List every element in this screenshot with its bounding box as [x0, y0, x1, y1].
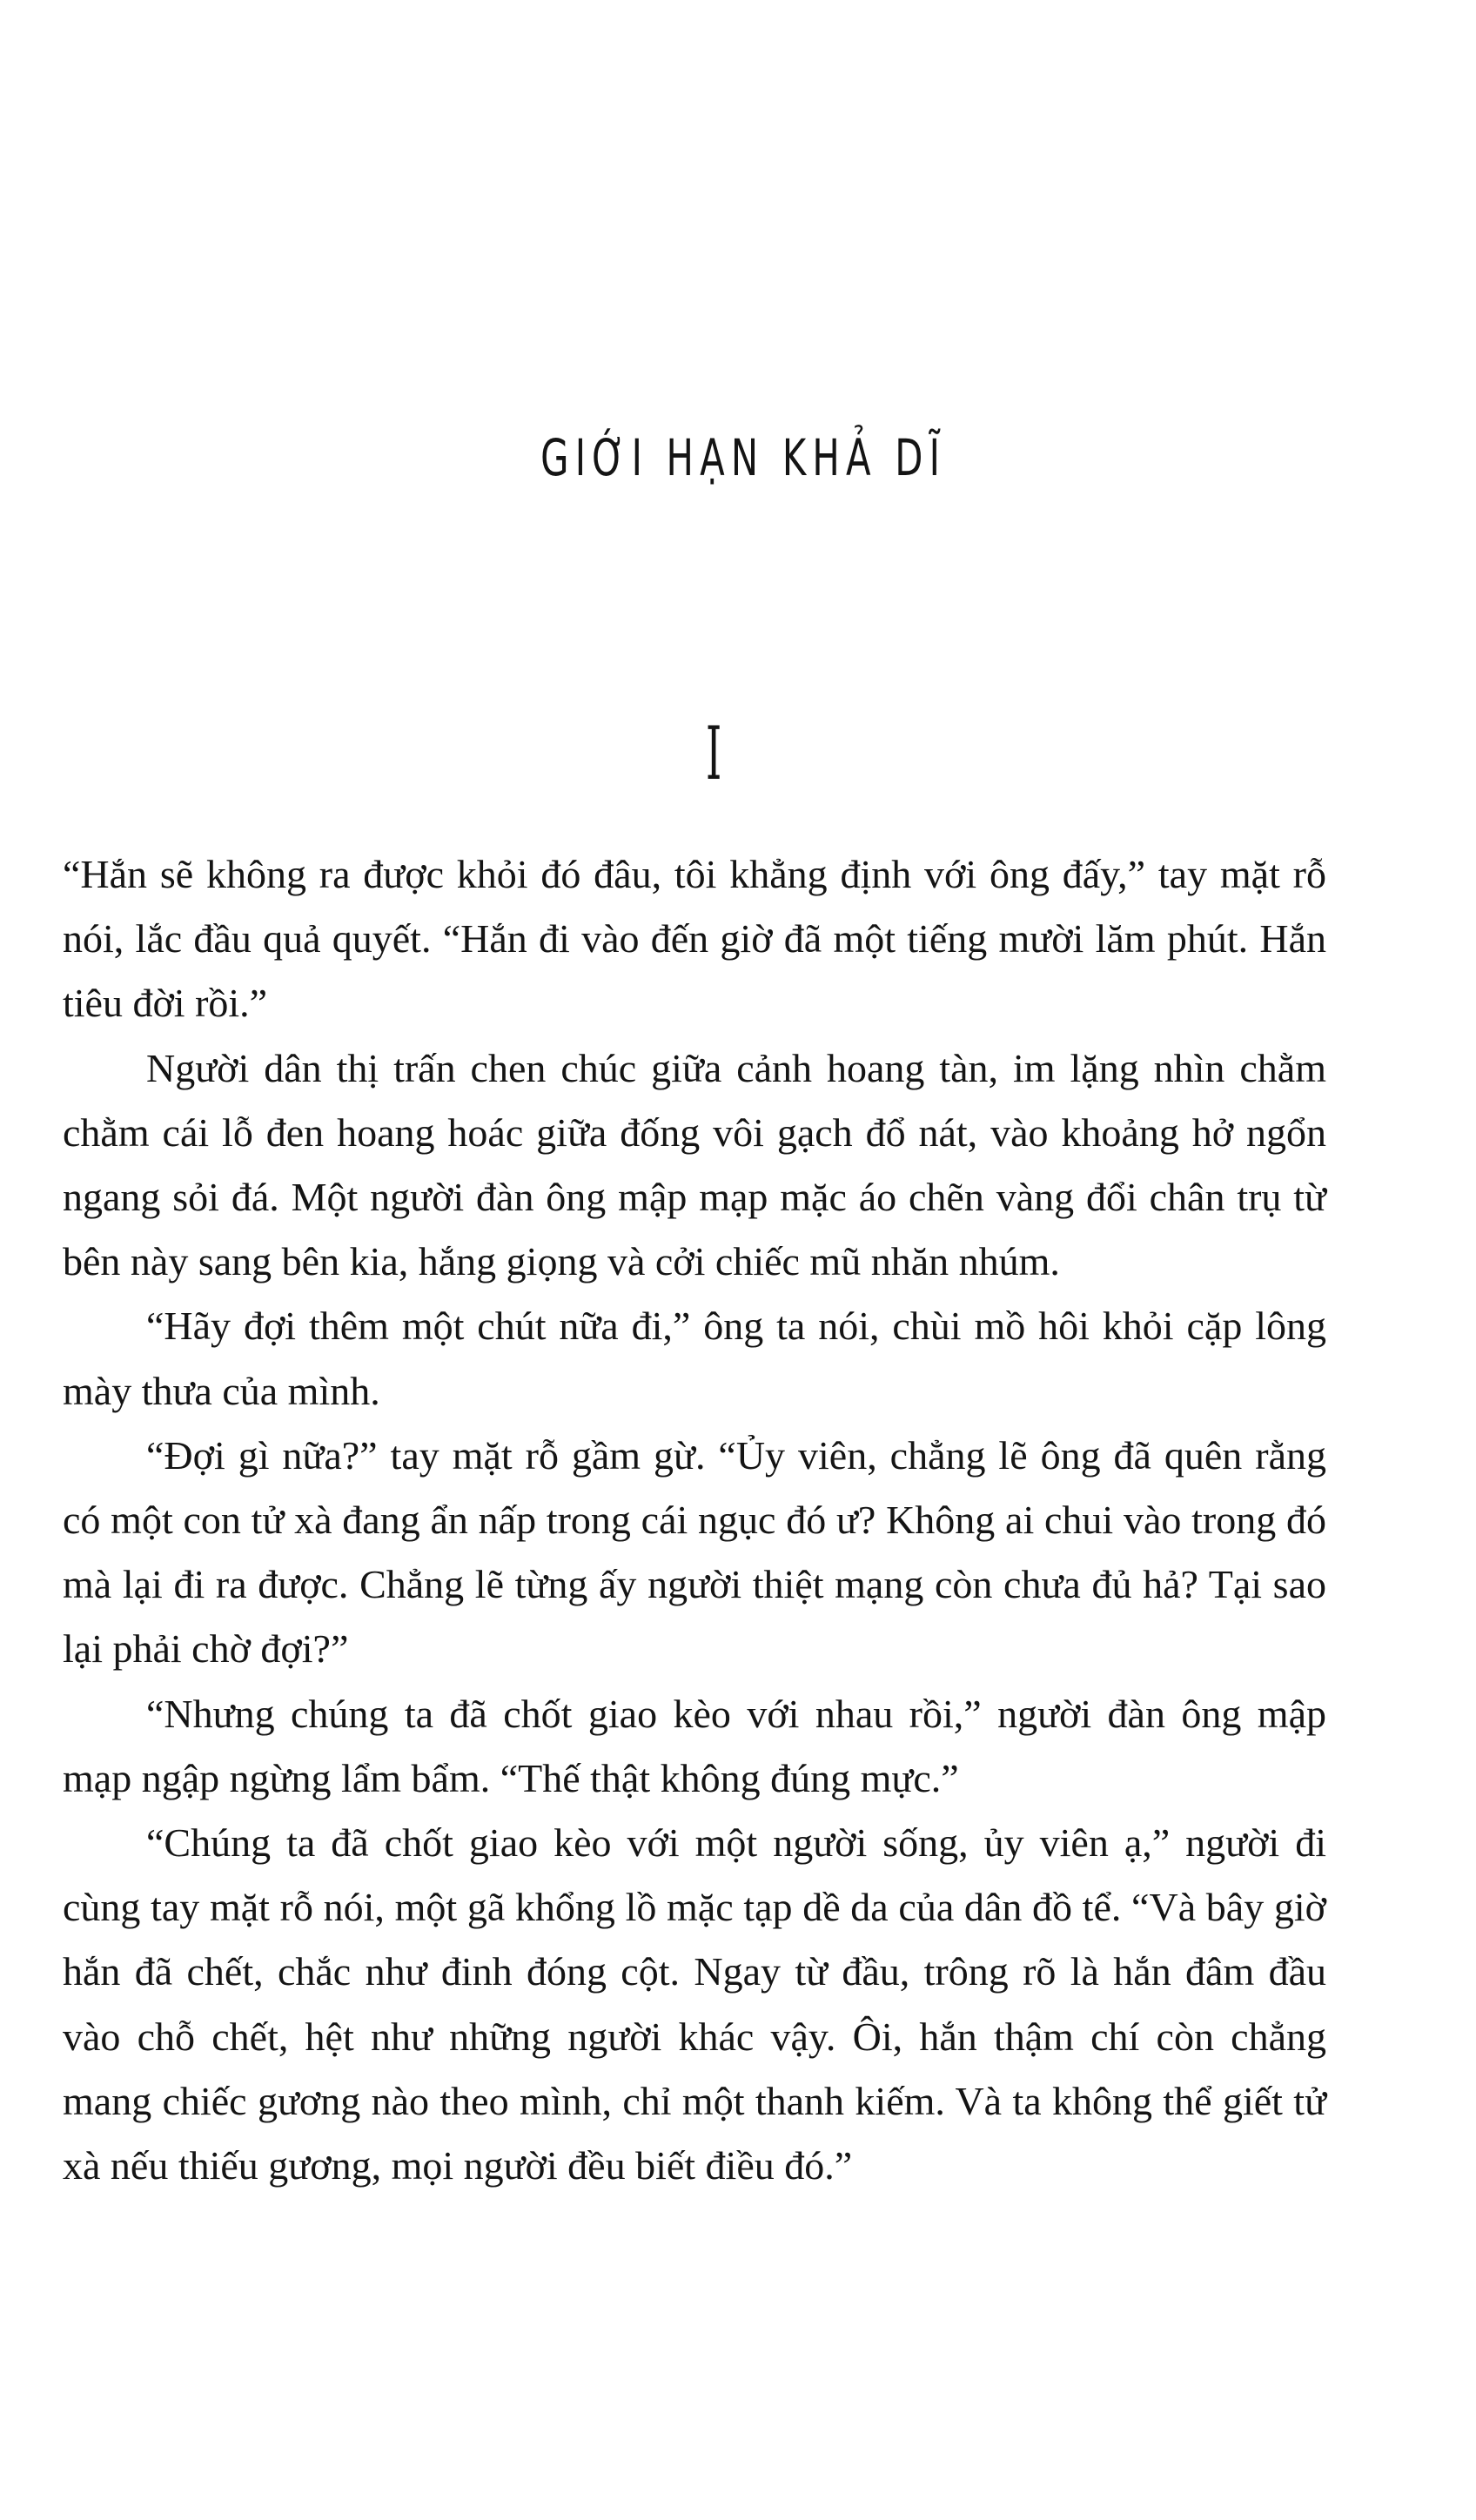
section-numeral: I — [705, 711, 722, 796]
paragraph: “Hãy đợi thêm một chút nữa đi,” ông ta nói, chùi mồ hôi khỏi cặp lông mày thưa của mình. — [63, 1304, 1326, 1413]
paragraph: “Chúng ta đã chốt giao kèo với một người sống, ủy viên ạ,” người đi cùng tay mặt rỗ nói, một gã khổng lồ mặc tạp dề da của dân đồ tể. “Và bây giờ hắn đã chết, chắc như đinh đóng cột. Ngay từ đầu, trông rõ là hắn đâm đầu vào chỗ chết, hệt như những người khác vậy. Ôi, hắn thậm chí còn chẳng mang chiếc gương nào theo mình, chỉ một thanh kiếm. Và ta không thể giết tử xà nếu thiếu gương, mọi người đều biết điều đó.” — [63, 1820, 1326, 2188]
paragraph: “Nhưng chúng ta đã chốt giao kèo với nhau rồi,” người đàn ông mập mạp ngập ngừng lẩm bẩm. “Thế thật không đúng mực.” — [63, 1691, 1326, 1800]
paragraph: “Đợi gì nữa?” tay mặt rỗ gầm gừ. “Ủy viên, chẳng lẽ ông đã quên rằng có một con tử xà đang ẩn nấp trong cái ngục đó ư? Không ai chui vào trong đó mà lại đi ra được. Chẳng lẽ từng ấy người thiệt mạng còn chưa đủ hả? Tại sao lại phải chờ đợi?” — [63, 1432, 1326, 1672]
body-text — [63, 842, 1326, 2198]
paragraph: Người dân thị trấn chen chúc giữa cảnh hoang tàn, im lặng nhìn chằm chằm cái lỗ đen hoang hoác giữa đống vôi gạch đổ nát, vào khoảng hở ngổn ngang sỏi đá. Một người đàn ông mập mạp mặc áo chẽn vàng đổi chân trụ từ bên này sang bên kia, hắng giọng và cởi chiếc mũ nhăn nhúm. — [63, 1045, 1326, 1284]
paragraph: “Hắn sẽ không ra được khỏi đó đâu, tôi khẳng định với ông đấy,” tay mặt rỗ nói, lắc đầu quả quyết. “Hắn đi vào đến giờ đã một tiếng mười lăm phút. Hắn tiêu đời rồi.” — [63, 852, 1326, 1026]
chapter-title: GIỚI HẠN KHẢ DĨ — [540, 428, 947, 487]
